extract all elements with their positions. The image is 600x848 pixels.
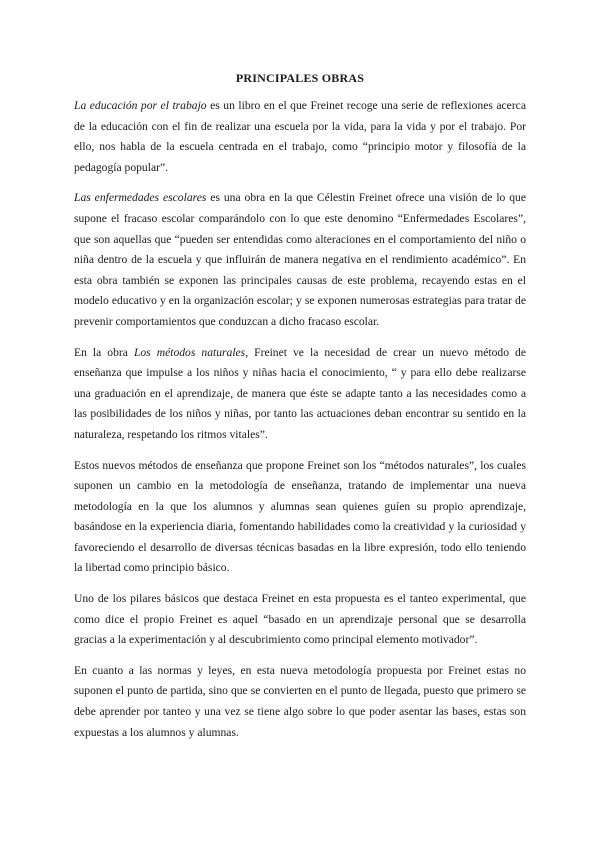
document-title: PRINCIPALES OBRAS — [235, 71, 365, 85]
paragraph-text: Uno de los pilares básicos que destaca Freinet en esta propuesta es el tanteo experimental, que como dice el propio Freinet es aquel “basado en un aprendizaje personal que se desarrolla gracias a la experimentación y al descubrimiento como principal elemento motivador”. — [74, 592, 526, 647]
document-page — [74, 70, 526, 753]
paragraph-3 — [74, 343, 526, 446]
paragraph-text: En cuanto a las normas y leyes, en esta nueva metodología propuesta por Freinet estas no suponen el punto de partida, sino que se convierten en el punto de llegada, puesto que primero se debe aprender por tanteo y una vez se tiene algo sobre lo que poder asentar las bases, estas son expuestas a los alumnos y alumnas. — [74, 663, 526, 739]
paragraph-text: , Freinet ve la necesidad de crear un nuevo método de enseñanza que impulse a los niños y niñas hacia el conocimiento, “ y para ello debe realizarse una graduación en el aprendizaje, de manera que éste se adapte tanto a las necesidades como a las posibilidades de los niños y niñas, por tanto las actuaciones deban encontrar su sentido en la naturaleza, respetando los ritmos vitales”. — [74, 345, 526, 441]
paragraph-text: Estos nuevos métodos de enseñanza que propone Freinet son los “métodos naturales”, los cuales suponen un cambio en la metodología de enseñanza, tratando de implementar una nueva metodología en la que los alumnos y alumnas sean quienes guíen su propio aprendizaje, basándose en la experiencia diaria, fomentando habilidades como la creatividad y la curiosidad y favoreciendo el desarrollo de diversas técnicas basadas en la libre expresión, todo ello teniendo la libertad como principio básico. — [74, 458, 526, 575]
book-title-italic: Los métodos naturales — [133, 345, 246, 359]
paragraph-2 — [74, 188, 526, 332]
paragraph-5 — [74, 589, 526, 651]
book-title-italic: Las enfermedades escolares — [74, 191, 207, 205]
paragraph-text: es un libro en el que Freinet recoge una serie de reflexiones acerca de la educación con el fin de realizar una escuela por la vida, para la vida y por el trabajo. Por ello, nos habla de la escuela centrada en el trabajo, como “principio motor y filosofía de la pedagogía popular”. — [74, 99, 526, 174]
paragraph-4 — [74, 456, 526, 580]
paragraph-prefix: En la obra — [74, 345, 134, 359]
paragraph-6 — [74, 661, 526, 743]
paragraph-text: es una obra en la que Célestin Freinet ofrece una visión de lo que supone el fracaso escolar comparándolo con lo que este denomino “Enfermedades Escolares”, que son aquellas que “pueden ser entendidas como alteraciones en el comportamiento del niño o niña dentro de la escuela y que influirán de manera negativa en el rendimiento académico”. En esta obra también se exponen las principales causas de este problema, recayendo estas en el modelo educativo y en la organización escolar; y se exponen numerosas estrategias para tratar de prevenir comportamientos que conduzcan a dicho fracaso escolar. — [74, 191, 527, 328]
paragraph-1 — [74, 96, 526, 178]
book-title-italic: La educación por el trabajo — [74, 99, 207, 112]
